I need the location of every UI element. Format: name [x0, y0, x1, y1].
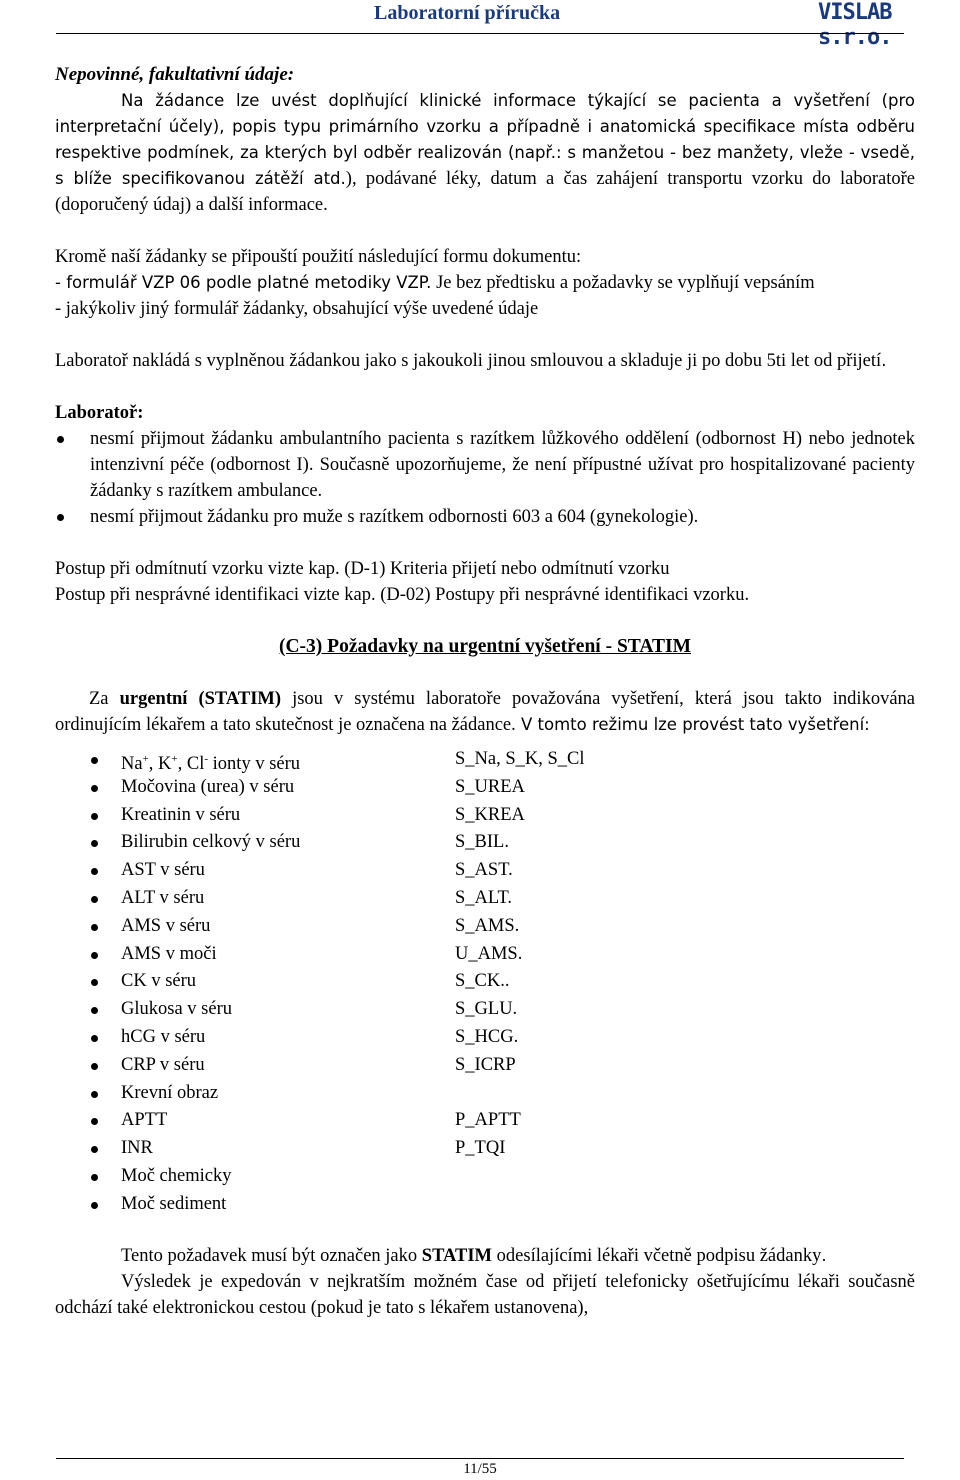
lab-rule-2: nesmí přijmout žádanku pro muže s razítkem odbornosti 603 a 604 (gynekologie).	[90, 507, 699, 527]
test-code: S_AMS.	[455, 915, 520, 936]
test-code: U_AMS.	[455, 943, 523, 964]
test-name: Bilirubin celkový v séru	[121, 832, 301, 853]
test-code: S_CK..	[455, 971, 510, 992]
test-name: CRP v séru	[121, 1054, 205, 1075]
statim-note-1	[55, 1243, 915, 1269]
lab-rule-1a: nesmí přijmout žádanku ambulantního pacienta s razítkem lůžkového oddělení (odbornost H) nebo jednotek intenzivní péče (odbornost I).	[90, 429, 915, 475]
test-code: S_KREA	[455, 804, 525, 825]
test-item	[55, 885, 915, 913]
storage-text: Laboratoř nakládá s vyplněnou žádankou jako s jakoukoli jinou smlouvou a skladuje ji po dobu 5ti let od přijetí	[55, 351, 882, 371]
document-body	[55, 62, 915, 1321]
test-item	[55, 1191, 915, 1219]
bullet-icon	[91, 1202, 98, 1209]
header-title: Laboratorní příručka	[374, 2, 561, 24]
test-code: S_UREA	[455, 776, 525, 797]
test-name: APTT	[121, 1110, 168, 1131]
page-number: 11/55	[463, 1461, 497, 1477]
bullet-icon	[91, 785, 98, 792]
optional-heading: Nepovinné, fakultativní údaje:	[55, 64, 295, 85]
statim-intro-1: Za	[89, 689, 120, 709]
bullet-icon	[91, 1174, 98, 1181]
lab-rules-list	[55, 426, 915, 530]
statim-note-2: Výsledek je expedován v nejkratším možném čase od přijetí telefonicky ošetřujícímu lékaři současně odchází také elektronickou cestou (pokud je tato s lékařem ustanovena),	[55, 1271, 915, 1318]
bullet-icon	[91, 868, 98, 875]
test-code: S_HCG.	[455, 1026, 519, 1047]
statim-note-1-end: .	[821, 1245, 827, 1265]
procedure-identification: Postup při nesprávné identifikaci vizte kap. (D-02) Postupy při nesprávné identifikaci vzorku.	[55, 585, 750, 605]
test-code-ions: S_Na, S_K, S_Cl	[455, 749, 585, 769]
forms-item-vzp	[55, 270, 915, 296]
footer-divider	[56, 1458, 904, 1459]
bullet-icon	[91, 1091, 98, 1098]
optional-text-serif: ), podávané léky, datum a čas zahájení transportu vzorku do laboratoře (doporučený údaj) a další informace.	[55, 169, 916, 215]
test-item	[55, 1163, 915, 1191]
lab-rule-1b: Současně upozorňujeme, že není přípustné užívat pro hospitalizované pacienty žádanky s razítkem ambulance.	[90, 455, 915, 501]
test-name: AMS v moči	[121, 943, 217, 964]
bullet-icon	[91, 1146, 98, 1153]
bullet-icon	[91, 1007, 98, 1014]
test-item	[55, 913, 915, 941]
section-title: (C-3) Požadavky na urgentní vyšetření - STATIM	[278, 636, 691, 657]
statim-tests-list	[55, 746, 915, 1219]
test-item	[55, 941, 915, 969]
page-header	[0, 0, 960, 50]
test-item	[55, 802, 915, 830]
storage-paragraph	[55, 348, 915, 374]
forms-item-other: - jakýkoliv jiný formulář žádanky, obsahující výše uvedené údaje	[55, 299, 539, 319]
list-item	[55, 504, 915, 530]
forms-item-vzp-serif: Je bez předtisku a požadavky se vyplňují vepsáním	[431, 273, 815, 293]
test-name: Kreatinin v séru	[121, 804, 241, 825]
statim-intro-2: jsou v systému laboratoře považována vyšetření, která jsou takto indikována ordinujícím lékařem a tato skutečnost je označena na žádance.	[55, 689, 915, 735]
bullet-icon	[91, 979, 98, 986]
list-item	[55, 426, 915, 504]
storage-text-end: .	[881, 351, 887, 370]
test-code: S_BIL.	[455, 832, 509, 853]
test-code: P_APTT	[455, 1110, 521, 1131]
test-name: CK v séru	[121, 971, 197, 992]
test-name: Glukosa v séru	[121, 999, 232, 1020]
lab-heading: Laboratoř:	[55, 403, 144, 423]
test-item	[55, 968, 915, 996]
test-item	[55, 1135, 915, 1163]
optional-text-sans: Na žádance lze uvést doplňující klinické informace týkající se pacienta a vyšetření (pro interpretační účely), popis typu primárního vzorku a případně i anatomická specifikace místa odběru respektive podmínek, za kterých byl odběr realizován (např.: s manžetou - bez manžety, vleže - vsedě, s blíže specifikovanou zátěží atd.	[55, 91, 915, 188]
bullet-icon	[91, 1035, 98, 1042]
bullet-icon	[91, 1118, 98, 1125]
test-name: INR	[121, 1138, 153, 1159]
bullet-icon	[91, 840, 98, 847]
optional-paragraph	[55, 88, 915, 218]
bullet-icon	[91, 896, 98, 903]
test-code: S_AST.	[455, 860, 513, 881]
test-item	[55, 996, 915, 1024]
test-item	[55, 857, 915, 885]
bullet-icon	[91, 757, 98, 764]
test-item	[55, 829, 915, 857]
forms-intro: Kromě naší žádanky se připouští použití následující formu dokumentu:	[55, 247, 582, 267]
test-name: Krevní obraz	[121, 1082, 219, 1103]
bullet-icon	[57, 514, 64, 521]
statim-note-1-bold: STATIM	[421, 1245, 493, 1266]
statim-note-1a: Tento požadavek musí být označen jako	[121, 1245, 422, 1266]
bullet-icon	[91, 1063, 98, 1070]
test-item	[55, 1052, 915, 1080]
test-name: AST v séru	[121, 860, 205, 881]
statim-note-1b: odesílajícími lékaři včetně podpisu žádanky	[492, 1245, 822, 1266]
test-name: Moč sediment	[121, 1193, 227, 1214]
test-code: P_TQI	[455, 1138, 506, 1159]
procedure-rejection: Postup při odmítnutí vzorku vizte kap. (D-1) Kriteria přijetí nebo odmítnutí vzorku	[55, 559, 670, 579]
test-name: hCG v séru	[121, 1026, 206, 1047]
statim-intro-3: V tomto režimu lze provést tato vyšetření:	[515, 715, 870, 734]
test-name-ions: Na+, K+, Cl- ionty v séru	[121, 753, 301, 775]
bullet-icon	[91, 952, 98, 959]
header-divider	[56, 33, 904, 34]
test-item	[55, 1080, 915, 1108]
test-item	[55, 774, 915, 802]
statim-intro-bold: urgentní (STATIM)	[119, 689, 282, 709]
forms-item-vzp-sans: - formulář VZP 06 podle platné metodiky VZP.	[55, 273, 432, 292]
test-item	[55, 1024, 915, 1052]
test-code: S_ICRP	[455, 1054, 516, 1075]
test-name: Moč chemicky	[121, 1165, 232, 1186]
header-logo: VISLAB s.r.o.	[818, 0, 892, 50]
bullet-icon	[91, 813, 98, 820]
bullet-icon	[91, 924, 98, 931]
test-name: Močovina (urea) v séru	[121, 776, 295, 797]
test-name: AMS v séru	[121, 915, 211, 936]
test-item	[55, 1107, 915, 1135]
statim-intro	[55, 686, 915, 738]
test-code: S_ALT.	[455, 887, 513, 908]
test-name: ALT v séru	[121, 887, 205, 908]
test-item	[55, 746, 915, 774]
bullet-icon	[57, 436, 64, 443]
test-code: S_GLU.	[455, 999, 518, 1020]
